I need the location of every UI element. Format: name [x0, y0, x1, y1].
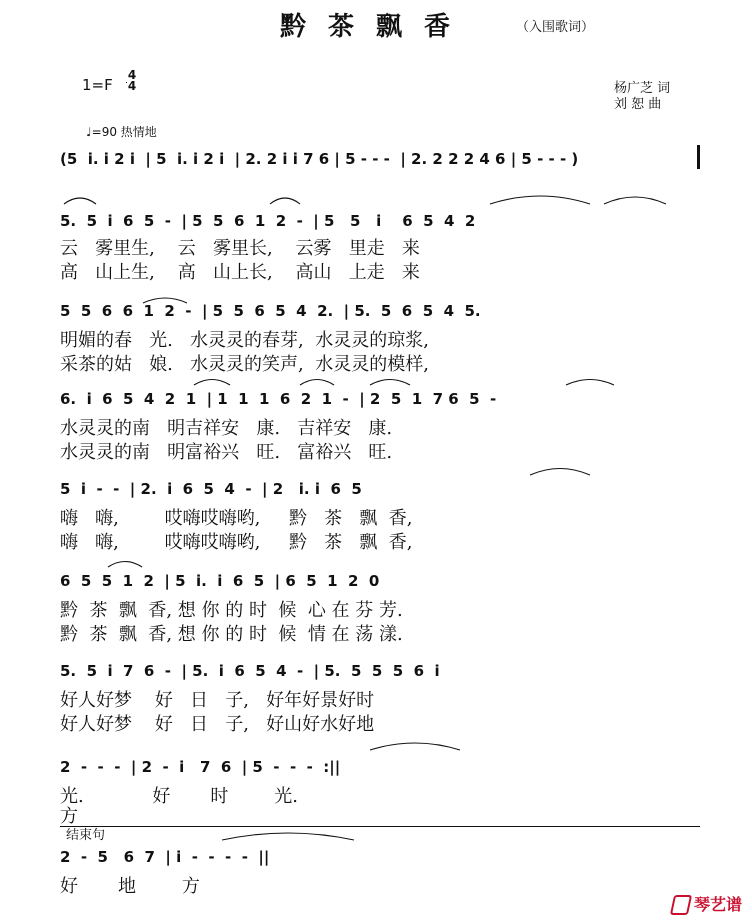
- lyric-verse-1: 云 雾里生, 云 雾里长, 云雾 里走 来: [60, 238, 420, 259]
- score-system-4: [60, 390, 702, 463]
- lyric-verse-2: 方: [60, 806, 78, 827]
- score-system-2: [60, 212, 702, 282]
- lyric-verse-1: 嗨 嗨, 哎嗨哎嗨哟, 黔 茶 飘 香,: [60, 508, 413, 529]
- notes-line: 6. i 6 5 4 2 1 | 1 1 1 6 2 1 - | 2 5 1 7 6 5 -: [60, 390, 497, 408]
- time-top: 4: [127, 68, 137, 82]
- score-system-5: [60, 480, 702, 553]
- notes-line: 5 5 6 6 1 2 - | 5 5 6 5 4 2. | 5. 5 6 5 4 5.: [60, 302, 481, 320]
- watermark-text: 琴艺谱: [693, 894, 742, 914]
- notes-line: 2 - - - | 2 - i 7 6 | 5 - - - :||: [60, 758, 341, 776]
- lyric-verse-1: 光. 好 时 光.: [60, 786, 298, 807]
- notes-line: 5. 5 i 6 5 - | 5 5 6 1 2 - | 5 5 i 6 5 4 2: [60, 212, 476, 230]
- notes-line: 5 i - - | 2. i 6 5 4 - | 2 i. i 6 5: [60, 480, 362, 498]
- lyric-verse-1: 好人好梦 好 日 子, 好年好景好时: [60, 690, 375, 711]
- logo-icon: [670, 895, 692, 915]
- lyric-verse-2: 嗨 嗨, 哎嗨哎嗨哟, 黔 茶 飘 香,: [60, 532, 413, 553]
- score-system-6: [60, 572, 702, 645]
- notes-line: 5. 5 i 7 6 - | 5. i 6 5 4 - | 5. 5 5 5 6 i: [60, 662, 440, 680]
- score-system-ending: [60, 848, 702, 897]
- tempo-marking: ♩=90 热情地: [86, 125, 157, 139]
- time-bottom: 4: [127, 79, 137, 93]
- lyric-verse-2: 好人好梦 好 日 子, 好山好水好地: [60, 714, 375, 735]
- lyricist: 杨广芝 词: [614, 81, 671, 96]
- barline-end: [697, 145, 700, 169]
- notes-line: 6 5 5 1 2 | 5 i. i 6 5 | 6 5 1 2 0: [60, 572, 380, 590]
- lyric-verse-1: 黔 茶 飘 香, 想 你 的 时 候 心 在 芬 芳.: [60, 600, 403, 621]
- composer: 刘 恕 曲: [614, 97, 662, 112]
- page-title: 黔茶飘香: [279, 12, 472, 42]
- notes-line: (5 i. i 2 i | 5 i. i 2 i | 2. 2 i i 7 6 | 5 - - - | 2. 2 2 2 4 6 | 5 - - - ): [60, 150, 579, 168]
- notes-line: 2 - 5 6 7 | i - - - - ||: [60, 848, 270, 866]
- title-note: （入围歌词）: [516, 20, 595, 35]
- lyric-verse-1: 水灵灵的南 明吉祥安 康. 吉祥安 康.: [60, 418, 393, 439]
- lyric-verse-2: 黔 茶 飘 香, 想 你 的 时 候 情 在 荡 漾.: [60, 624, 403, 645]
- ending-bracket: [60, 826, 700, 827]
- score-system-3: [60, 302, 702, 375]
- score-system-intro: [60, 150, 702, 176]
- score-system-7: [60, 662, 702, 735]
- watermark-logo: [672, 892, 742, 916]
- ending-label: 结束句: [66, 828, 106, 843]
- key-signature: 1=F: [82, 76, 113, 94]
- lyric-verse-1: 好 地 方: [60, 876, 200, 897]
- lyric-verse-2: 采茶的姑 娘. 水灵灵的笑声, 水灵灵的模样,: [60, 354, 429, 375]
- lyric-verse-2: 水灵灵的南 明富裕兴 旺. 富裕兴 旺.: [60, 442, 393, 463]
- lyric-verse-2: 高 山上生, 高 山上长, 高山 上走 来: [60, 262, 420, 283]
- lyric-verse-1: 明媚的春 光. 水灵灵的春芽, 水灵灵的琼浆,: [60, 330, 429, 351]
- score-system-8: [60, 758, 702, 827]
